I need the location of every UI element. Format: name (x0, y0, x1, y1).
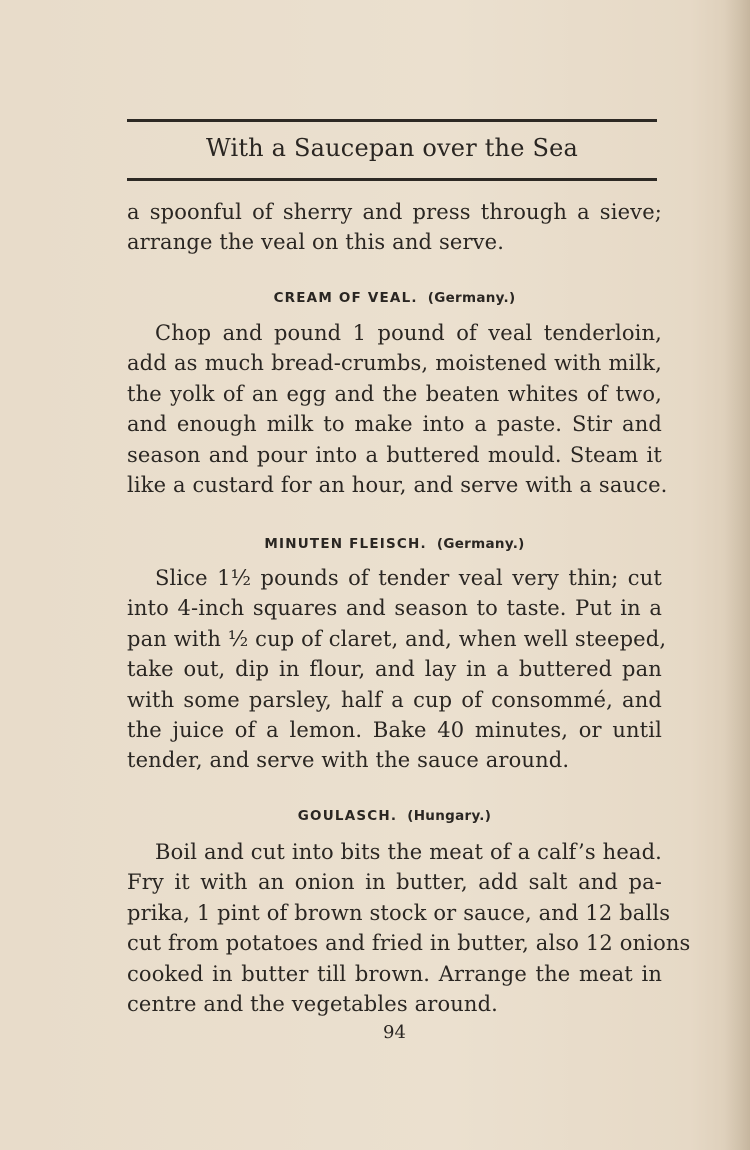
text-line: prika, 1 pint of brown stock or sauce, and 12 balls (127, 900, 671, 925)
recipe-title: MINUTEN FLEISCH. (264, 536, 427, 552)
text-line: Boil and cut into bits the meat of a calf’s head. (155, 840, 662, 864)
text-line: centre and the vegetables around. (127, 991, 499, 1016)
text-line: like a custard for an hour, and serve with a sauce. (127, 472, 668, 497)
text-line: with some parsley, half a cup of consommé, and (127, 687, 662, 712)
page-number: 94 (383, 1022, 406, 1043)
text-line: pan with ½ cup of claret, and, when well steeped, (127, 626, 667, 651)
text-line: season and pour into a buttered mould. Steam it (127, 442, 662, 467)
text-line: Slice 1½ pounds of tender veal very thin; cut (155, 566, 662, 590)
recipe-heading (127, 808, 662, 824)
recipe-heading (127, 536, 662, 552)
header-rule-bottom (127, 178, 657, 181)
text-line: tender, and serve with the sauce around. (127, 748, 570, 773)
text-line: Fry it with an onion in butter, add salt and pa- (127, 870, 662, 895)
text-line: add as much bread-crumbs, moistened with milk, (127, 351, 662, 376)
recipe-paragraph (127, 318, 668, 500)
recipe-country: (Germany.) (436, 536, 525, 552)
text-line: cooked in butter till brown. Arrange the meat in (127, 961, 662, 986)
text-line: take out, dip in flour, and lay in a buttered pan (127, 657, 662, 682)
text-line: and enough milk to make into a paste. Stir and (127, 412, 662, 437)
recipe-title: CREAM OF VEAL. (273, 290, 418, 306)
text-line: into 4-inch squares and season to taste. Put in a (127, 596, 662, 621)
header-rule-top (127, 119, 657, 122)
text-line: Chop and pound 1 pound of veal tenderloin, (155, 321, 662, 345)
text-line: the juice of a lemon. Bake 40 minutes, or until (127, 717, 662, 742)
recipe-country: (Hungary.) (407, 808, 492, 824)
text-line: the yolk of an egg and the beaten whites of two, (127, 381, 662, 406)
text-line: arrange the veal on this and serve. (127, 230, 505, 255)
running-head: With a Saucepan over the Sea (206, 134, 578, 162)
text-line: cut from potatoes and fried in butter, also 12 onions (127, 931, 691, 956)
intro-paragraph (127, 197, 662, 258)
recipe-heading (127, 290, 662, 306)
recipe-paragraph (127, 837, 691, 1019)
page-gutter-shadow (724, 0, 750, 1150)
recipe-paragraph (127, 563, 667, 776)
recipe-country: (Germany.) (427, 290, 516, 306)
text-line: a spoonful of sherry and press through a sieve; (127, 200, 662, 224)
recipe-title: GOULASCH. (297, 808, 398, 824)
